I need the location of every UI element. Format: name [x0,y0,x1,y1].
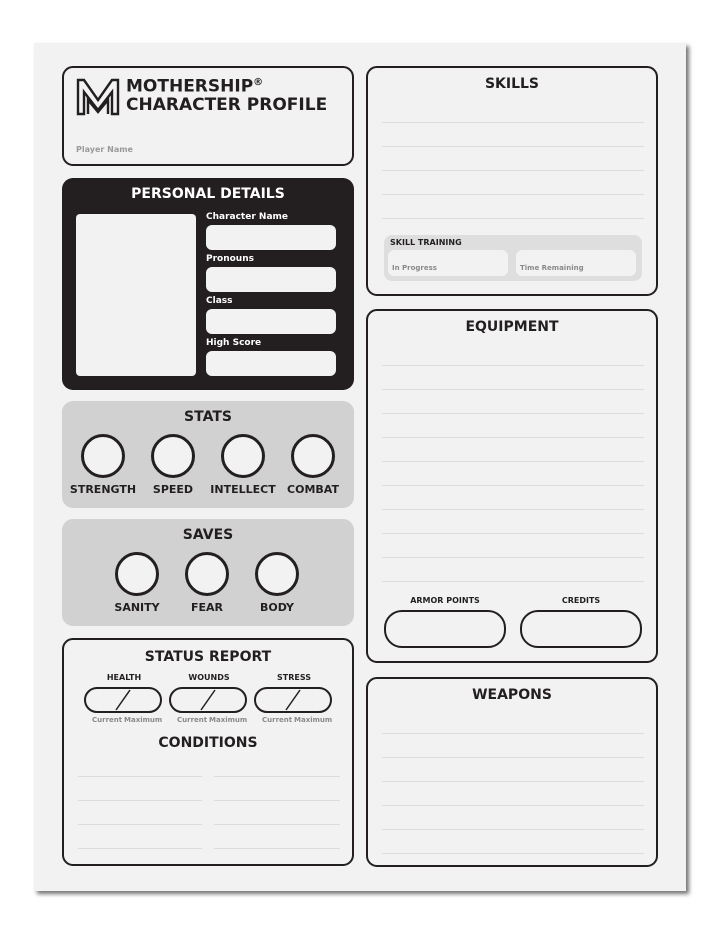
fear-label: FEAR [190,601,223,614]
pronouns-field[interactable] [206,267,336,292]
sanity-label: SANITY [114,601,160,614]
health-maximum-label: Maximum [124,716,163,724]
sanity-input[interactable] [115,552,159,596]
divider-slash-icon [86,689,160,711]
stats-panel [62,401,354,508]
stress-label: STRESS [276,673,311,682]
character-name-field[interactable] [206,225,336,250]
saves-title: SAVES [182,527,234,543]
skill-training-title: SKILL TRAINING [390,238,462,247]
stats-title: STATS [184,409,232,425]
skills-list-area[interactable] [382,98,644,228]
skills-title: SKILLS [484,76,540,92]
wounds-tracker[interactable] [169,687,247,713]
wounds-label: WOUNDS [188,673,230,682]
speed-input[interactable] [151,434,195,478]
status-report-panel [62,638,354,866]
combat-label: COMBAT [287,483,339,496]
health-current-label: Current [92,716,123,724]
header-panel [62,66,354,166]
title-line-1: MOTHERSHIP [126,76,254,97]
saves-panel [62,519,354,626]
weapons-panel [366,677,658,867]
character-name-label: Character Name [206,212,288,222]
weapons-list-area[interactable] [382,709,644,859]
skills-panel [366,66,658,296]
time-remaining-field[interactable] [516,250,636,276]
body-input[interactable] [255,552,299,596]
strength-input[interactable] [81,434,125,478]
body-label: BODY [259,601,295,614]
credits-field[interactable] [520,610,642,648]
title-line-2: CHARACTER PROFILE [126,94,328,115]
armor-points-field[interactable] [384,610,506,648]
high-score-label: High Score [206,338,262,348]
armor-points-label: ARMOR POINTS [410,596,480,605]
fear-input[interactable] [185,552,229,596]
equipment-title: EQUIPMENT [465,319,559,335]
health-label: HEALTH [106,673,142,682]
equipment-panel [366,309,658,663]
status-report-title: STATUS REPORT [144,649,272,665]
personal-details-title: PERSONAL DETAILS [131,186,285,202]
stress-maximum-label: Maximum [294,716,333,724]
intellect-label: INTELLECT [210,483,276,496]
portrait-box[interactable] [76,214,196,376]
combat-input[interactable] [291,434,335,478]
player-name-field[interactable] [144,140,340,158]
page-title [126,74,327,114]
personal-details-panel [62,178,354,390]
strength-label: STRENGTH [69,483,137,496]
in-progress-label: In Progress [392,264,437,272]
high-score-field[interactable] [206,351,336,376]
speed-label: SPEED [152,483,194,496]
divider-slash-icon [256,689,330,711]
mothership-logo-icon [76,76,120,116]
equipment-list-area[interactable] [382,341,644,586]
credits-label: CREDITS [561,596,601,605]
class-field[interactable] [206,309,336,334]
stress-current-label: Current [262,716,293,724]
skill-training-box [384,235,642,281]
weapons-title: WEAPONS [472,687,552,703]
registered-mark: ® [253,77,264,88]
divider-slash-icon [171,689,245,711]
intellect-input[interactable] [221,434,265,478]
in-progress-field[interactable] [388,250,508,276]
conditions-title: CONDITIONS [158,735,258,751]
pronouns-label: Pronouns [206,254,254,264]
wounds-current-label: Current [177,716,208,724]
player-name-label: Player Name [76,145,133,154]
health-tracker[interactable] [84,687,162,713]
time-remaining-label: Time Remaining [520,264,584,272]
conditions-area[interactable] [78,764,340,856]
class-label: Class [206,296,233,306]
stress-tracker[interactable] [254,687,332,713]
wounds-maximum-label: Maximum [209,716,248,724]
